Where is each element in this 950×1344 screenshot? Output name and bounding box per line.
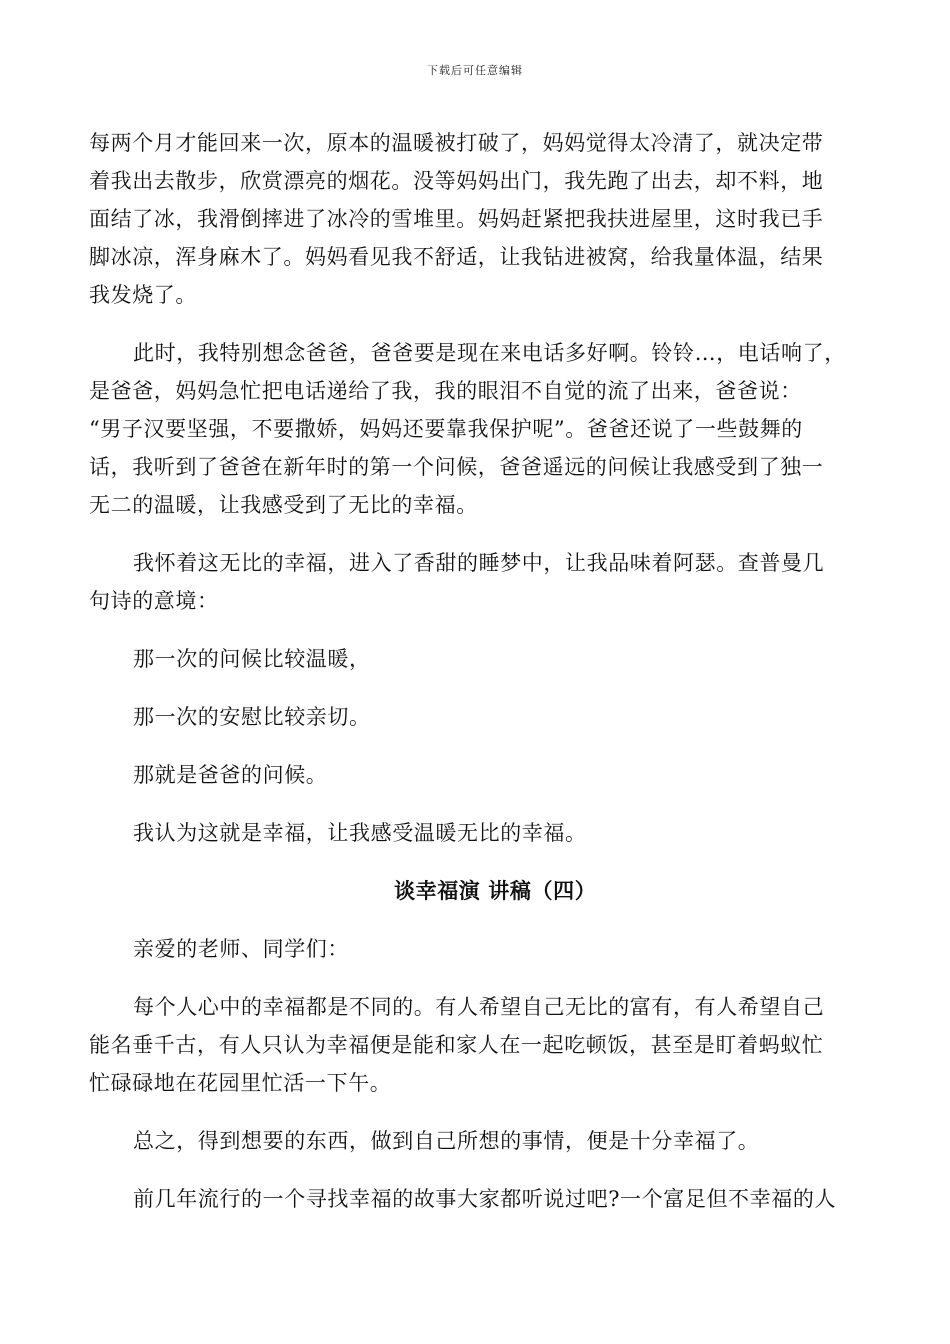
poem-line: 那一次的安慰比较亲切。 (133, 705, 371, 729)
paragraph-start-line: 总之，得到想要的东西，做到自己所想的事情，便是十分幸福了。 (133, 1129, 760, 1153)
text-line: 忙碌碌地在花园里忙活一下午。 (89, 1071, 392, 1095)
poem-line: 那一次的问候比较温暖， (133, 647, 371, 671)
text-line: “男子汉要坚强，不要撒娇，妈妈还要靠我保护呢”。爸爸还说了一些鼓舞的 (89, 417, 803, 441)
paragraph-start-line: 此时，我特别想念爸爸，爸爸要是现在来电话多好啊。铃铃…，电话响了， (133, 341, 846, 365)
text-line: 话，我听到了爸爸在新年时的第一个问候，爸爸遥远的问候让我感受到了独一 (89, 455, 824, 479)
text-line: 我发烧了。 (89, 283, 197, 307)
paragraph-start-line: 我怀着这无比的幸福，进入了香甜的睡梦中，让我品味着阿瑟。查普曼几 (133, 551, 825, 575)
text-line: 句诗的意境： (89, 589, 219, 613)
text-line: 面结了冰，我滑倒摔进了冰冷的雪堆里。妈妈赶紧把我扶进屋里，这时我已手 (89, 207, 824, 231)
poem-line: 那就是爸爸的问候。 (133, 763, 328, 787)
page-header: 下载后可任意编辑 (427, 64, 523, 77)
section-title: 谈幸福演 讲稿（四） (394, 879, 597, 903)
paragraph-start-line: 前几年流行的一个寻找幸福的故事大家都听说过吧?一个富足但不幸福的人 (133, 1187, 837, 1211)
text-line: 脚冰凉，浑身麻木了。妈妈看见我不舒适，让我钻进被窝，给我量体温，结果 (89, 245, 824, 269)
text-line: 无二的温暖，让我感受到了无比的幸福。 (89, 493, 478, 517)
paragraph-start-line: 每个人心中的幸福都是不同的。有人希望自己无比的富有，有人希望自己 (133, 995, 825, 1019)
text-line: 着我出去散步，欣赏漂亮的烟花。没等妈妈出门，我先跑了出去，却不料，地 (89, 169, 824, 193)
text-line: 每两个月才能回来一次，原本的温暖被打破了，妈妈觉得太冷清了，就决定带 (89, 131, 824, 155)
salutation-line: 亲爱的老师、同学们： (133, 937, 349, 961)
text-line: 是爸爸，妈妈急忙把电话递给了我，我的眼泪不自觉的流了出来，爸爸说： (89, 379, 802, 403)
text-line: 能名垂千古，有人只认为幸福便是能和家人在一起吃顿饭，甚至是盯着蚂蚁忙 (89, 1033, 824, 1057)
paragraph-start-line: 我认为这就是幸福，让我感受温暖无比的幸福。 (133, 821, 587, 845)
